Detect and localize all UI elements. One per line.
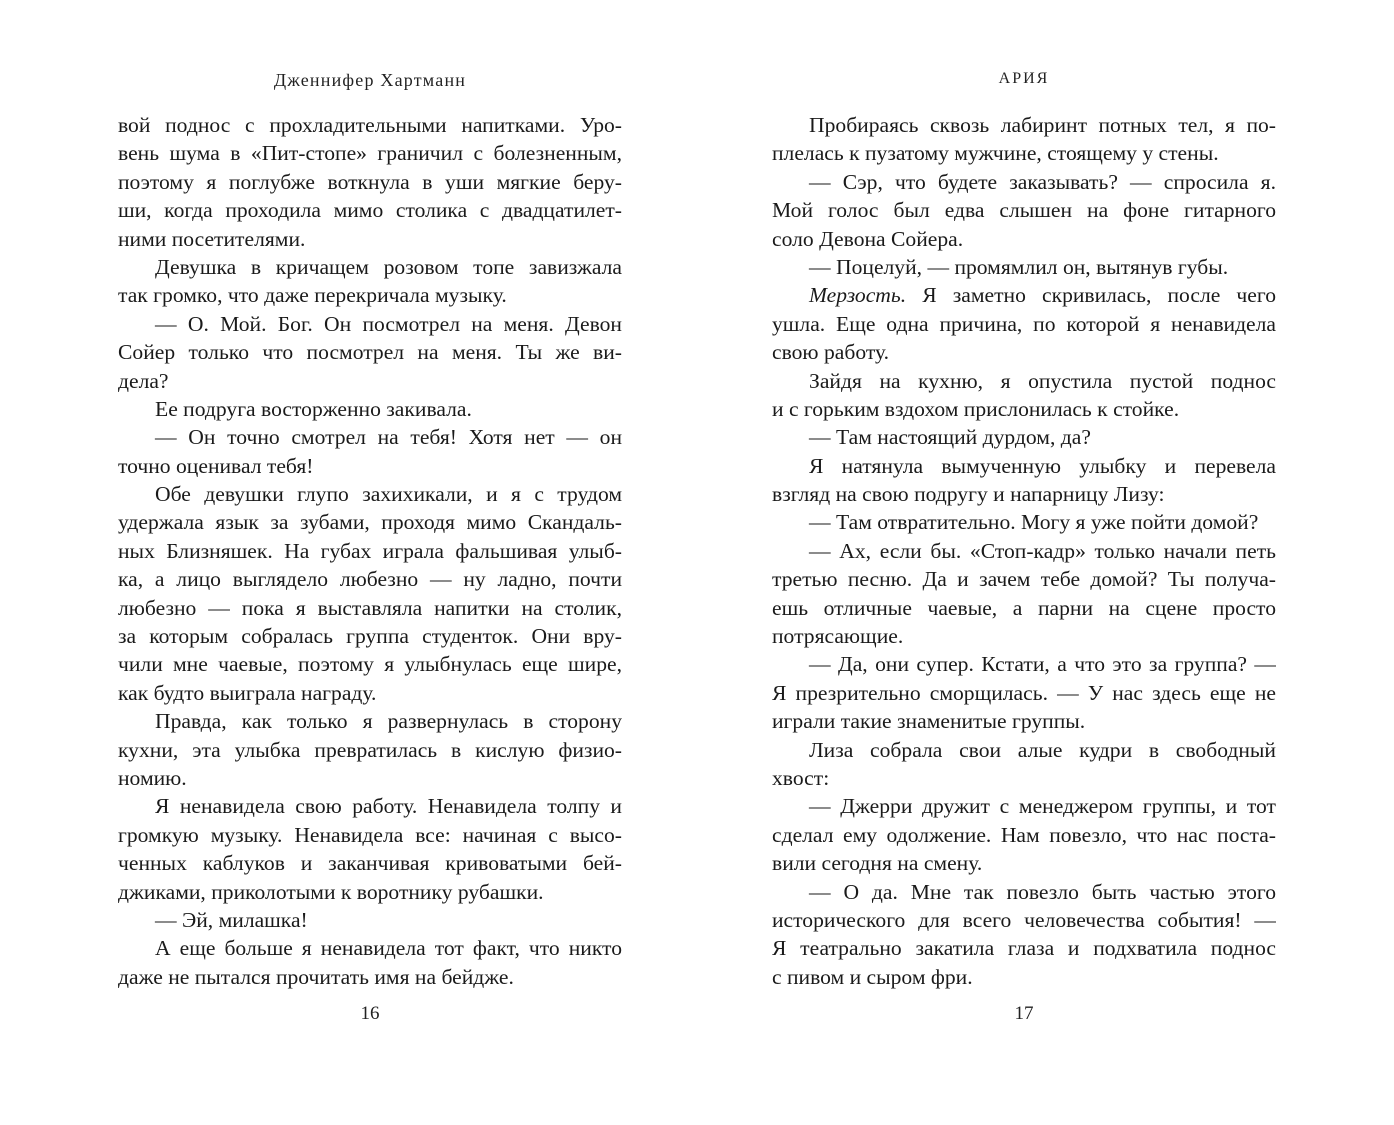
text-line: ушла. Еще одна причина, по которой я ненавидела	[772, 311, 1276, 336]
right-page	[772, 0, 1276, 1125]
text-line: А еще больше я ненавидела тот факт, что никто	[155, 936, 622, 961]
text-line: точно оценивал тебя!	[118, 453, 314, 478]
text-line: — Да, они супер. Кстати, а что это за группа? —	[809, 652, 1276, 677]
text-line: Сойер только что посмотрел на меня. Ты же ви-	[118, 340, 622, 365]
text-line: Мерзость. Я заметно скривилась, после чего	[809, 283, 1276, 308]
text-line: Лиза собрала свои алые кудри в свободный	[809, 737, 1276, 762]
text-line: свою работу.	[772, 340, 890, 365]
text-line: соло Девона Сойера.	[772, 226, 964, 251]
running-head-chapter: АРИЯ	[998, 70, 1050, 87]
text-line: ных Близняшек. На губах играла фальшивая улыб-	[118, 538, 622, 563]
text-line: Я театрально закатила глаза и подхватила поднос	[772, 936, 1276, 961]
text-line: — Джерри дружит с менеджером группы, и тот	[809, 794, 1276, 819]
text-line: Обе девушки глупо захихикали, и я с трудом	[155, 482, 622, 507]
text-line: Зайдя на кухню, я опустила пустой поднос	[809, 368, 1276, 393]
text-line: даже не пытался прочитать имя на бейдже.	[118, 964, 514, 989]
text-line: ними посетителями.	[118, 226, 306, 251]
text-line: потрясающие.	[772, 624, 904, 649]
text-line: — О да. Мне так повезло быть частью этого	[809, 879, 1276, 904]
text-line: и с горьким вздохом прислонилась к стойке.	[772, 396, 1180, 421]
text-line: — Он точно смотрел на тебя! Хотя нет — он	[155, 425, 622, 450]
text-line: Мой голос был едва слышен на фоне гитарного	[772, 198, 1276, 223]
text-line: исторического для всего человечества события! —	[772, 907, 1276, 932]
text-line: хвост:	[772, 765, 830, 790]
left-page	[118, 0, 622, 1125]
text-line: — Сэр, что будете заказывать? — спросила я.	[809, 169, 1276, 194]
text-line: Правда, как только я развернулась в сторону	[155, 709, 622, 734]
text-line: кухни, эта улыбка превратилась в кислую физио-	[118, 737, 622, 762]
text-line: вень шума в «Пит-стопе» граничил с болезненным,	[118, 141, 622, 166]
text-line: третью песню. Да и зачем тебе домой? Ты получа-	[772, 567, 1276, 592]
text-line: взгляд на свою подругу и напарницу Лизу:	[772, 482, 1165, 507]
text-line: за которым собралась группа студенток. Они вру-	[118, 624, 622, 649]
text-line: Ее подруга восторженно закивала.	[155, 396, 472, 421]
right-page-text	[772, 111, 1276, 991]
text-line: — Поцелуй, — промямлил он, вытянув губы.	[809, 254, 1229, 279]
text-line: сделал ему одолжение. Нам повезло, что нас поста-	[772, 822, 1276, 847]
text-line: громкую музыку. Ненавидела все: начиная с высо-	[118, 822, 622, 847]
text-line: вой поднос с прохладительными напитками. Уро-	[118, 113, 622, 137]
text-line: ка, а лицо выглядело любезно — ну ладно, почти	[118, 567, 622, 592]
text-line: ченных каблуков и заканчивая кривоватыми бей-	[118, 851, 622, 876]
running-head-author: Дженнифер Хартманн	[273, 70, 467, 90]
text-line: — Ах, если бы. «Стоп-кадр» только начали петь	[809, 538, 1276, 563]
text-line: джиками, приколотыми к воротнику рубашки.	[118, 879, 544, 904]
text-line: — О. Мой. Бог. Он посмотрел на меня. Девон	[155, 311, 622, 336]
text-line: номию.	[118, 765, 187, 790]
text-line: плелась к пузатому мужчине, стоящему у стены.	[772, 141, 1219, 166]
text-line: ши, когда проходила мимо столика с двадцатилет-	[118, 198, 622, 223]
page-number-left: 16	[360, 1003, 380, 1024]
text-line: с пивом и сыром фри.	[772, 964, 973, 989]
text-line: — Там настоящий дурдом, да?	[809, 425, 1091, 450]
text-line: дела?	[118, 368, 169, 393]
text-line: так громко, что даже перекричала музыку.	[118, 283, 507, 308]
text-line: — Эй, милашка!	[155, 907, 308, 932]
text-line: Я натянула вымученную улыбку и перевела	[809, 453, 1276, 478]
text-line: Я презрительно сморщилась. — У нас здесь еще не	[772, 680, 1276, 705]
text-line: играли такие знаменитые группы.	[772, 709, 1086, 734]
text-line: — Там отвратительно. Могу я уже пойти домой?	[809, 510, 1259, 535]
text-line: Девушка в кричащем розовом топе завизжала	[155, 254, 622, 279]
text-line: поэтому я поглубже воткнула в уши мягкие беру-	[118, 169, 622, 194]
text-line: как будто выиграла награду.	[118, 680, 377, 705]
text-line: любезно — пока я выставляла напитки на столик,	[118, 595, 622, 620]
text-line: Я ненавидела свою работу. Ненавидела толпу и	[155, 794, 622, 819]
left-page-text	[118, 111, 622, 991]
text-line: Пробираясь сквозь лабиринт потных тел, я по-	[809, 113, 1276, 137]
text-line: чили мне чаевые, поэтому я улыбнулась еще шире,	[118, 652, 622, 677]
page-number-right: 17	[1014, 1003, 1034, 1024]
text-line: удержала язык за зубами, проходя мимо Скандаль-	[118, 510, 622, 535]
text-line: ешь отличные чаевые, а парни на сцене просто	[772, 595, 1276, 620]
text-line: вили сегодня на смену.	[772, 851, 983, 876]
